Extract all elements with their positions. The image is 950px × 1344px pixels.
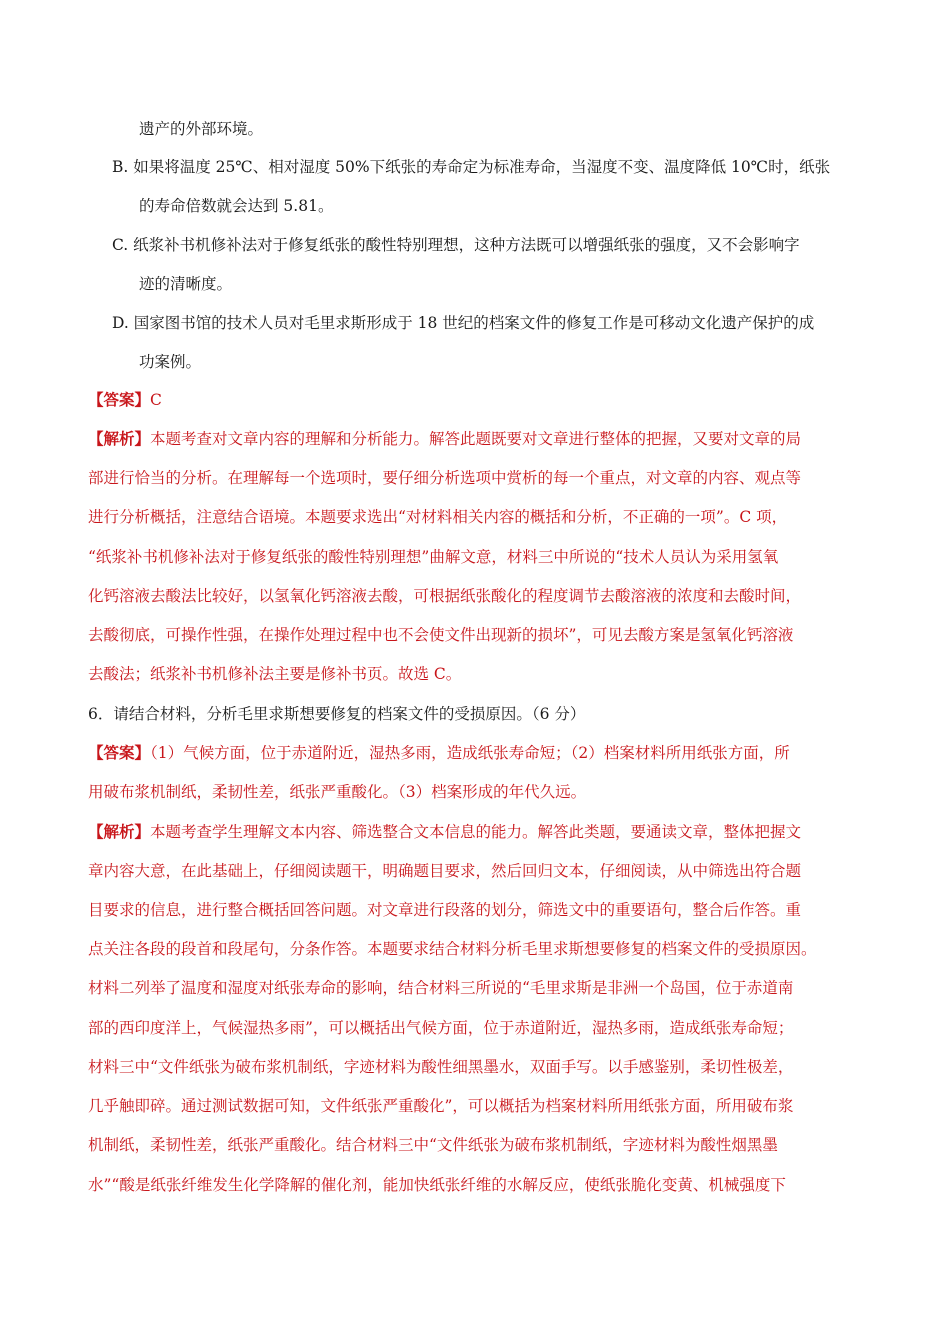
answer-text: （1）气候方面，位于赤道附近，湿热多雨，造成纸张寿命短；（2）档案材料所用纸张方面，所 [150,744,790,762]
analysis-tag: 【解析】 [88,429,151,448]
q6-analysis-line: 水”“酸是纸张纤维发生化学降解的催化剂，能加快纸张纤维的水解反应，使纸张脆化变黄、机械强度下 [88,1176,786,1194]
option-a-continuation: 遗产的外部环境。 [139,120,264,138]
q5-analysis-line: 部进行恰当的分析。在理解每一个选项时，要仔细分析选项中赏析的每一个重点，对文章的内容、观点等 [88,469,802,487]
q5-analysis-line: 化钙溶液去酸法比较好，以氢氧化钙溶液去酸，可根据纸张酸化的程度调节去酸溶液的浓度和去酸时间， [88,587,802,605]
q5-analysis-line: “纸浆补书机修补法对于修复纸张的酸性特别理想”曲解文意，材料三中所说的“技术人员认为采用氢氧 [88,548,779,566]
q6-answer-line: 用破布浆机制纸，柔韧性差，纸张严重酸化。（3）档案形成的年代久远。 [88,783,587,801]
q6-analysis-line: 部的西印度洋上，气候湿热多雨”，可以概括出气候方面，位于赤道附近，湿热多雨，造成纸张寿命短； [88,1019,794,1037]
option-d-line-2: 功案例。 [139,353,202,371]
analysis-tag: 【解析】 [88,822,151,841]
q5-analysis-line: 去酸法；纸浆补书机修补法主要是修补书页。故选 C。 [88,665,462,683]
q6-analysis-line: 机制纸，柔韧性差，纸张严重酸化。结合材料三中“文件纸张为破布浆机制纸，字迹材料为酸性烟黑墨 [88,1136,778,1154]
q6-analysis-line: 材料三中“文件纸张为破布浆机制纸，字迹材料为酸性细黑墨水，双面手写。以手感鉴别，柔切性极差， [88,1058,794,1076]
option-d-line-1: D. 国家图书馆的技术人员对毛里求斯形成于 18 世纪的档案文件的修复工作是可移动文化遗产保护的成 [112,314,815,332]
q6-analysis-line [88,820,801,842]
q6-analysis-line: 材料二列举了温度和湿度对纸张寿命的影响，结合材料三所说的“毛里求斯是非洲一个岛国，位于赤道南 [88,979,794,997]
q6-analysis-line: 目要求的信息，进行整合概括回答问题。对文章进行段落的划分，筛选文中的重要语句，整合后作答。重 [88,901,802,919]
option-b-line-1: B. 如果将温度 25℃、相对湿度 50%下纸张的寿命定为标准寿命，当湿度不变、温度降低 10℃时，纸张 [112,158,831,176]
analysis-text: 本题考查对文章内容的理解和分析能力。解答此题既要对文章进行整体的把握，又要对文章的局 [150,430,802,448]
q6-question: 6．请结合材料，分析毛里求斯想要修复的档案文件的受损原因。（6 分） [88,705,586,723]
option-b-line-2: 的寿命倍数就会达到 5.81。 [139,197,334,215]
analysis-text: 本题考查学生理解文本内容、筛选整合文本信息的能力。解答此类题，要通读文章，整体把握文 [150,823,802,841]
q5-analysis-line: 进行分析概括，注意结合语境。本题要求选出“对材料相关内容的概括和分析，不正确的一项”。C 项， [88,508,788,526]
answer-tag: 【答案】 [88,743,151,762]
q6-analysis-line: 几乎触即碎。通过测试数据可知，文件纸张严重酸化”，可以概括为档案材料所用纸张方面，所用破布浆 [88,1097,794,1115]
q6-answer-line [88,741,790,763]
q5-analysis-line [88,427,801,449]
q5-analysis-line: 去酸彻底，可操作性强，在操作处理过程中也不会使文件出现新的损坏”，可见去酸方案是氢氧化钙溶液 [88,626,794,644]
option-c-line-1: C. 纸浆补书机修补法对于修复纸张的酸性特别理想，这种方法既可以增强纸张的强度，又不会影响字 [112,236,800,254]
q6-analysis-line: 点关注各段的段首和段尾句，分条作答。本题要求结合材料分析毛里求斯想要修复的档案文件的受损原因。 [88,940,817,958]
answer-tag: 【答案】 [88,390,151,409]
option-c-line-2: 迹的清晰度。 [139,275,233,293]
answer-value: C [150,391,162,409]
q6-analysis-line: 章内容大意，在此基础上，仔细阅读题干，明确题目要求，然后回归文本，仔细阅读，从中筛选出符合题 [88,862,802,880]
q5-answer [88,388,162,410]
